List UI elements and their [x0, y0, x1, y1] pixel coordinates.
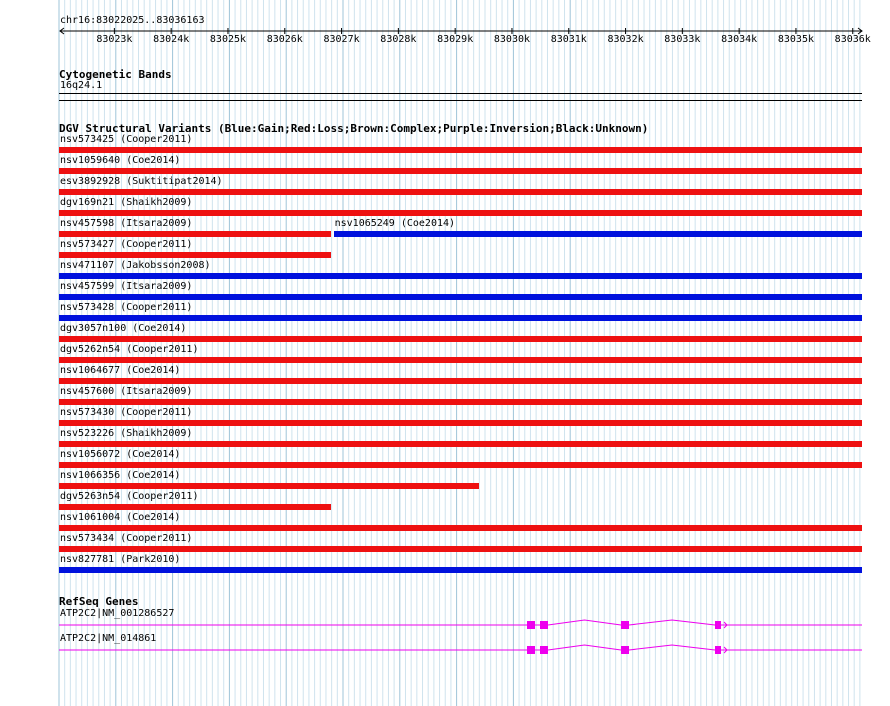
dgv-loss-bar[interactable]: [59, 441, 862, 447]
dgv-variant-label[interactable]: nsv457599 (Itsara2009): [60, 281, 193, 292]
dgv-variant-label[interactable]: nsv1059640 (Coe2014): [60, 155, 181, 166]
gene-intron-line: [548, 645, 621, 650]
dgv-variant-label[interactable]: nsv457600 (Itsara2009): [60, 386, 193, 397]
gene-exon: [715, 646, 721, 654]
dgv-track-title[interactable]: DGV Structural Variants (Blue:Gain;Red:Loss;Brown:Complex;Purple:Inversion;Black:Unknown): [59, 122, 649, 135]
dgv-variant-label[interactable]: nsv573428 (Cooper2011): [60, 302, 193, 313]
gene-exon: [621, 621, 629, 629]
dgv-loss-bar[interactable]: [59, 168, 862, 174]
dgv-loss-bar[interactable]: [59, 357, 862, 363]
dgv-loss-bar[interactable]: [59, 504, 331, 510]
ruler-tick-label: 83025k: [209, 34, 247, 45]
cytoband-track-title[interactable]: Cytogenetic Bands: [59, 68, 172, 81]
dgv-variant-label[interactable]: dgv169n21 (Shaikh2009): [60, 197, 193, 208]
ruler-tick-label: 83027k: [323, 34, 360, 45]
ruler-tick-label: 83028k: [380, 34, 417, 45]
dgv-gain-bar[interactable]: [59, 294, 862, 300]
cytoband-top-line: [59, 93, 862, 94]
ruler-tick-label: 83026k: [266, 34, 303, 45]
dgv-variant-label[interactable]: nsv1061004 (Coe2014): [60, 512, 181, 523]
dgv-loss-bar[interactable]: [59, 147, 862, 153]
ruler-tick-label: 83035k: [777, 34, 814, 45]
dgv-variant-label[interactable]: nsv523226 (Shaikh2009): [60, 428, 193, 439]
dgv-loss-bar[interactable]: [59, 399, 862, 405]
gene-exon: [540, 646, 548, 654]
dgv-gain-bar[interactable]: [59, 273, 862, 279]
dgv-gain-bar[interactable]: [59, 315, 862, 321]
gene-exon: [540, 621, 548, 629]
ruler-tick-label: 83033k: [664, 34, 701, 45]
gene-exon: [527, 621, 535, 629]
gene-exon: [621, 646, 629, 654]
gene-intron-line: [548, 620, 621, 625]
dgv-gain-bar[interactable]: [59, 567, 862, 573]
dgv-variant-label[interactable]: dgv3057n100 (Coe2014): [60, 323, 187, 334]
cytoband-bottom-line: [59, 100, 862, 101]
ruler-tick-label: 83034k: [721, 34, 758, 45]
dgv-variant-label[interactable]: nsv573430 (Cooper2011): [60, 407, 193, 418]
gene-label-nm-001286527[interactable]: ATP2C2|NM_001286527: [60, 608, 175, 619]
dgv-loss-bar[interactable]: [59, 378, 862, 384]
dgv-loss-bar[interactable]: [59, 252, 331, 258]
region-label: chr16:83022025..83036163: [60, 15, 205, 26]
dgv-loss-bar[interactable]: [59, 483, 479, 489]
ruler-tick-label: 83031k: [550, 34, 587, 45]
gene-model[interactable]: [59, 645, 862, 654]
ruler-tick-label: 83023k: [96, 34, 133, 45]
dgv-loss-bar[interactable]: [59, 420, 862, 426]
dgv-variant-label[interactable]: nsv573427 (Cooper2011): [60, 239, 193, 250]
dgv-variant-label[interactable]: nsv1065249 (Coe2014): [334, 218, 456, 229]
refseq-gene-models: [0, 600, 890, 670]
dgv-loss-bar[interactable]: [59, 189, 862, 195]
gene-intron-line: [629, 645, 715, 650]
dgv-variant-label[interactable]: dgv5263n54 (Cooper2011): [60, 491, 199, 502]
gene-exon: [527, 646, 535, 654]
dgv-loss-bar[interactable]: [59, 546, 862, 552]
cytoband-label: 16q24.1: [60, 80, 103, 91]
dgv-variant-label[interactable]: nsv457598 (Itsara2009): [60, 218, 193, 229]
dgv-loss-bar[interactable]: [59, 210, 862, 216]
gene-intron-line: [629, 620, 715, 625]
ruler-tick-label: 83024k: [153, 34, 190, 45]
dgv-variant-label[interactable]: nsv1064677 (Coe2014): [60, 365, 181, 376]
gene-label-nm-014861[interactable]: ATP2C2|NM_014861: [60, 633, 157, 644]
ruler-tick-label: 83030k: [493, 34, 531, 45]
dgv-variant-label[interactable]: dgv5262n54 (Cooper2011): [60, 344, 199, 355]
gene-model[interactable]: [59, 620, 862, 629]
dgv-variant-label[interactable]: esv3892928 (Suktitipat2014): [60, 176, 223, 187]
dgv-loss-bar[interactable]: [59, 462, 862, 468]
refseq-track-title[interactable]: RefSeq Genes: [59, 595, 139, 608]
ruler-tick-label: 83036k: [834, 34, 871, 45]
dgv-loss-bar[interactable]: [59, 525, 862, 531]
ruler-tick-label: 83032k: [607, 34, 644, 45]
dgv-loss-bar[interactable]: [59, 336, 862, 342]
dgv-variant-label[interactable]: nsv573425 (Cooper2011): [60, 134, 193, 145]
dgv-variant-label[interactable]: nsv573434 (Cooper2011): [60, 533, 193, 544]
dgv-gain-bar[interactable]: [334, 231, 862, 237]
dgv-loss-bar[interactable]: [59, 231, 331, 237]
dgv-variant-label[interactable]: nsv471107 (Jakobsson2008): [60, 260, 211, 271]
gene-exon: [715, 621, 721, 629]
ruler-tick-label: 83029k: [437, 34, 474, 45]
dgv-variant-label[interactable]: nsv1066356 (Coe2014): [60, 470, 181, 481]
dgv-variant-label[interactable]: nsv1056072 (Coe2014): [60, 449, 181, 460]
dgv-variant-label[interactable]: nsv827781 (Park2010): [60, 554, 181, 565]
